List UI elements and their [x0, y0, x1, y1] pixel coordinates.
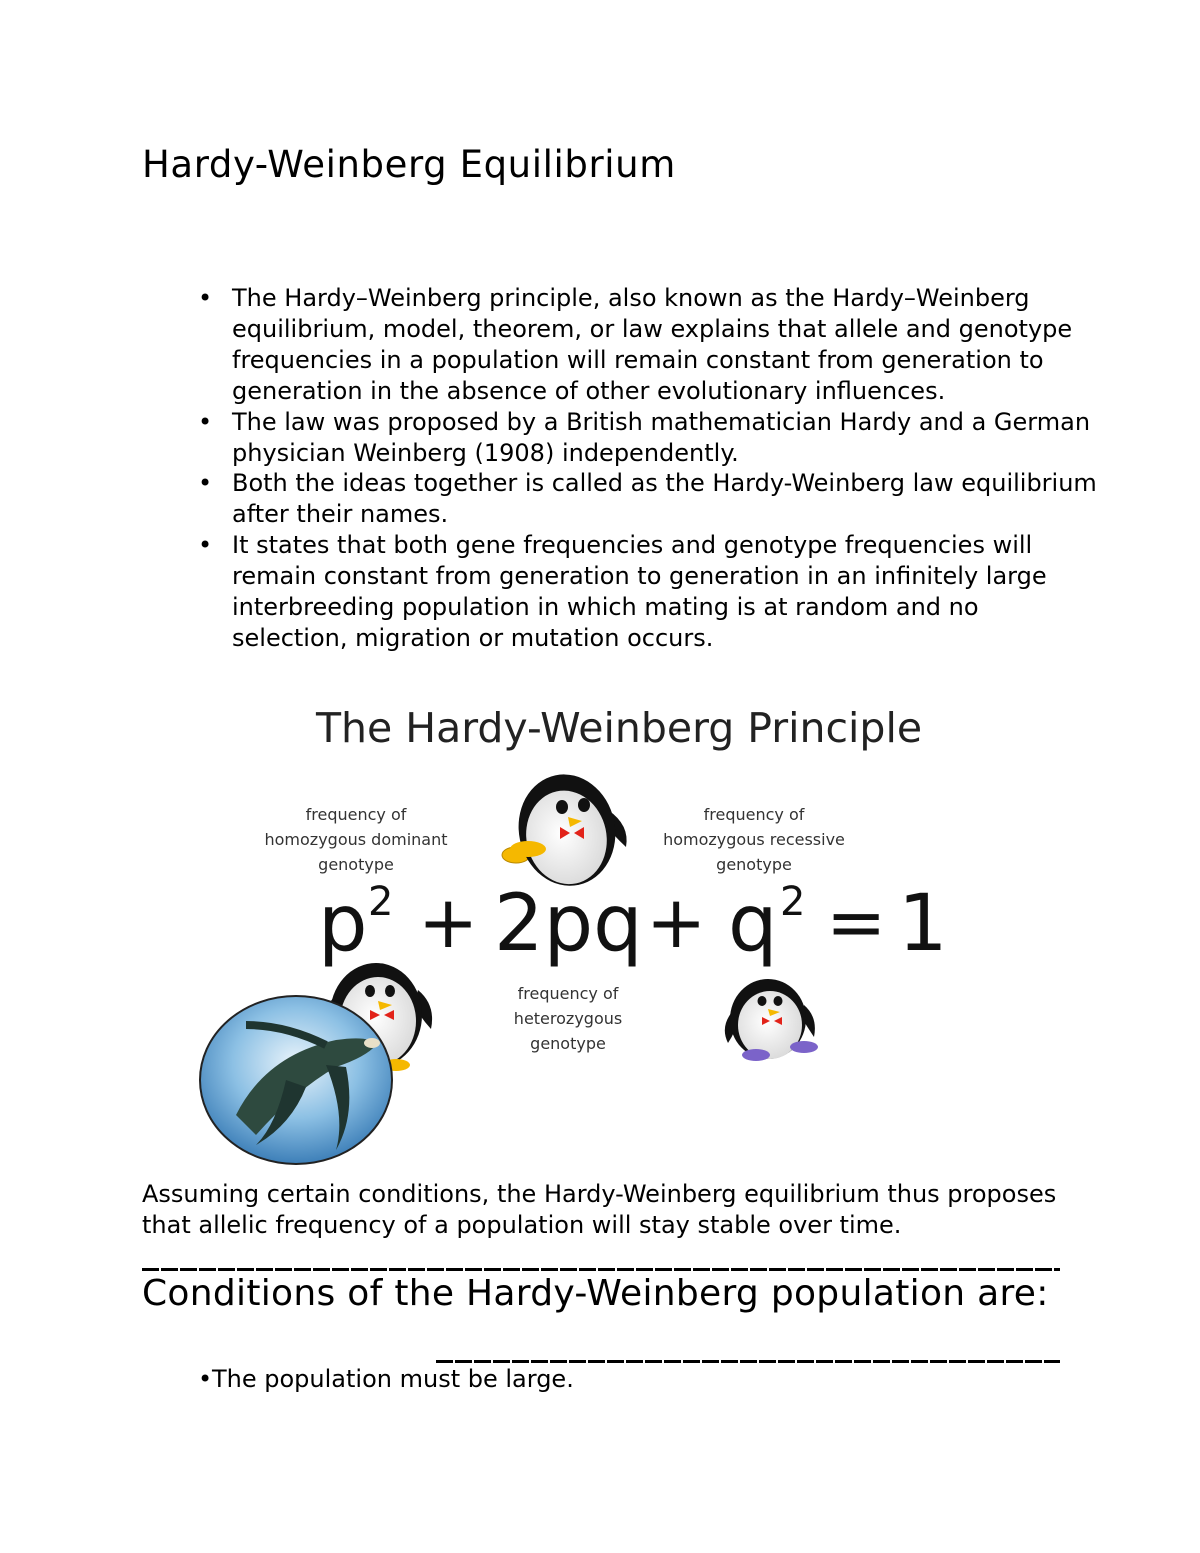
document-title: Hardy-Weinberg Equilibrium [142, 143, 676, 186]
label-heterozygous-line2: heterozygous [513, 1009, 623, 1028]
swimming-penguin-photo [200, 996, 392, 1164]
equation-equals: = [826, 880, 887, 964]
bullet-text: The Hardy–Weinberg principle, also known as the Hardy–Weinberg equilibrium, model, theorem, or law explains that allele and genotype frequencies in a population will remain constant from generation to generation in the absence of other evolutionary influences. [232, 284, 1073, 405]
figure-heading: The Hardy-Weinberg Principle [316, 704, 923, 752]
conditions-heading: Conditions of the Hardy-Weinberg population are: [142, 1273, 1049, 1314]
label-homozygous-dominant-line3: genotype [318, 855, 394, 874]
bullet-text: It states that both gene frequencies and genotype frequencies will remain constant from generation to generation in an infinitely large interbreeding population in which mating is at random and no selection, migration or mutation occurs. [232, 531, 1047, 652]
label-heterozygous-line1: frequency of [517, 984, 619, 1003]
equation-p: p [318, 879, 368, 969]
equation [318, 879, 948, 969]
bullet-item [198, 530, 1098, 654]
label-heterozygous-line3: genotype [530, 1034, 606, 1053]
penguin-top-icon [502, 765, 627, 895]
intro-bullet-list [198, 283, 1098, 654]
condition-text: The population must be large. [212, 1365, 574, 1393]
bullet-item [198, 407, 1098, 469]
equation-plus-1: + [418, 880, 479, 964]
equation-one: 1 [898, 879, 948, 969]
hardy-weinberg-figure [196, 695, 976, 1165]
equation-p-exponent: 2 [368, 879, 394, 925]
label-homozygous-dominant-line1: frequency of [305, 805, 407, 824]
conditions-list [198, 1364, 1098, 1395]
label-homozygous-recessive-line3: genotype [716, 855, 792, 874]
horizontal-rule [142, 1268, 1060, 1271]
assumption-paragraph: Assuming certain conditions, the Hardy-Weinberg equilibrium thus proposes that allelic frequency of a population will stay stable over time. [142, 1180, 1057, 1239]
equation-plus-2: + [646, 880, 707, 964]
label-homozygous-dominant-line2: homozygous dominant [264, 830, 448, 849]
equation-q: q [728, 879, 778, 969]
equation-2pq: 2pq [494, 879, 643, 969]
bullet-text: Both the ideas together is called as the Hardy-Weinberg law equilibrium after their names. [232, 469, 1097, 529]
bullet-text: The law was proposed by a British mathematician Hardy and a German physician Weinberg (1908) independently. [232, 407, 1091, 467]
figure-canvas [196, 695, 976, 1165]
condition-item [198, 1364, 1098, 1395]
label-homozygous-recessive-line2: homozygous recessive [663, 830, 845, 849]
horizontal-rule [436, 1360, 1060, 1363]
penguin-right-icon [725, 979, 818, 1061]
equation-q-exponent: 2 [780, 879, 806, 925]
bullet-item [198, 283, 1098, 407]
bullet-item [198, 468, 1098, 530]
label-homozygous-recessive-line1: frequency of [703, 805, 805, 824]
